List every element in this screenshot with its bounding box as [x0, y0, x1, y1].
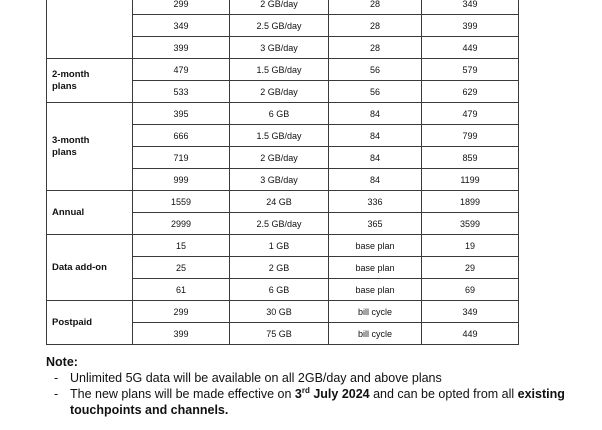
note-item-2-emphasis: existing touchpoints and channels.: [70, 387, 565, 417]
table-cell: 533: [133, 81, 230, 103]
tariff-table-body: [47, 0, 519, 345]
table-cell: bill cycle: [329, 301, 422, 323]
table-cell: 479: [133, 59, 230, 81]
table-cell: 28: [329, 0, 422, 15]
table-cell: 2.5 GB/day: [230, 15, 329, 37]
table-cell: 449: [422, 323, 519, 345]
table-row: [47, 301, 519, 323]
table-cell: 6 GB: [230, 103, 329, 125]
note-item: [46, 370, 566, 386]
table-cell: 2 GB/day: [230, 81, 329, 103]
table-cell: 349: [133, 15, 230, 37]
note-item-2-part2: and can be opted from all: [369, 387, 518, 401]
table-cell: 3 GB/day: [230, 37, 329, 59]
table-cell: 449: [422, 37, 519, 59]
table-cell: 56: [329, 81, 422, 103]
table-cell: 299: [133, 301, 230, 323]
table-cell: 299: [133, 0, 230, 15]
table-cell: 579: [422, 59, 519, 81]
table-cell: 365: [329, 213, 422, 235]
table-cell: 15: [133, 235, 230, 257]
table-cell: bill cycle: [329, 323, 422, 345]
note-list: [46, 370, 566, 418]
table-row: [47, 0, 519, 15]
table-cell: 399: [422, 15, 519, 37]
category-cell: Data add-on: [47, 235, 133, 301]
table-cell: 2.5 GB/day: [230, 213, 329, 235]
table-cell: 719: [133, 147, 230, 169]
table-cell: 999: [133, 169, 230, 191]
table-cell: 399: [133, 323, 230, 345]
table-cell: 395: [133, 103, 230, 125]
note-title: Note:: [46, 355, 78, 369]
table-cell: 1 GB: [230, 235, 329, 257]
table-row: [47, 59, 519, 81]
effective-date-suffix: rd: [301, 385, 310, 395]
table-cell: 69: [422, 279, 519, 301]
table-cell: 666: [133, 125, 230, 147]
note-section: [46, 354, 566, 418]
table-cell: 336: [329, 191, 422, 213]
effective-date-rest: July 2024: [309, 387, 370, 401]
table-cell: 61: [133, 279, 230, 301]
table-cell: 2 GB/day: [230, 147, 329, 169]
table-cell: 56: [329, 59, 422, 81]
category-cell: 2-month plans: [47, 59, 133, 103]
table-cell: 84: [329, 103, 422, 125]
note-item: [46, 386, 566, 418]
table-cell: 2999: [133, 213, 230, 235]
table-cell: 349: [422, 0, 519, 15]
table-cell: 799: [422, 125, 519, 147]
table-cell: 479: [422, 103, 519, 125]
table-cell: 84: [329, 147, 422, 169]
table-row: [47, 103, 519, 125]
table-cell: 629: [422, 81, 519, 103]
table-cell: base plan: [329, 257, 422, 279]
category-cell: Postpaid: [47, 301, 133, 345]
table-cell: 30 GB: [230, 301, 329, 323]
table-cell: 3 GB/day: [230, 169, 329, 191]
table-cell: 84: [329, 169, 422, 191]
table-cell: 6 GB: [230, 279, 329, 301]
table-cell: 29: [422, 257, 519, 279]
table-row: [47, 191, 519, 213]
table-cell: 1899: [422, 191, 519, 213]
table-cell: 1.5 GB/day: [230, 125, 329, 147]
table-cell: 1.5 GB/day: [230, 59, 329, 81]
table-cell: 1199: [422, 169, 519, 191]
effective-date: [295, 387, 370, 401]
category-cell: Annual: [47, 191, 133, 235]
table-cell: 3599: [422, 213, 519, 235]
category-cell: 3-month plans: [47, 103, 133, 191]
table-cell: 1559: [133, 191, 230, 213]
table-cell: base plan: [329, 235, 422, 257]
table-cell: 75 GB: [230, 323, 329, 345]
category-cell: [47, 0, 133, 59]
table-cell: 19: [422, 235, 519, 257]
table-cell: 25: [133, 257, 230, 279]
table-cell: base plan: [329, 279, 422, 301]
tariff-table: [46, 0, 519, 345]
table-cell: 349: [422, 301, 519, 323]
table-cell: 24 GB: [230, 191, 329, 213]
table-cell: 84: [329, 125, 422, 147]
note-item-2-part1: The new plans will be made effective on: [70, 387, 295, 401]
table-cell: 2 GB: [230, 257, 329, 279]
table-cell: 399: [133, 37, 230, 59]
table-cell: 28: [329, 15, 422, 37]
table-row: [47, 235, 519, 257]
table-cell: 28: [329, 37, 422, 59]
effective-date-day: 3: [294, 387, 302, 401]
note-item-1-text: Unlimited 5G data will be available on all 2GB/day and above plans: [70, 371, 442, 385]
table-cell: 859: [422, 147, 519, 169]
table-cell: 2 GB/day: [230, 0, 329, 15]
